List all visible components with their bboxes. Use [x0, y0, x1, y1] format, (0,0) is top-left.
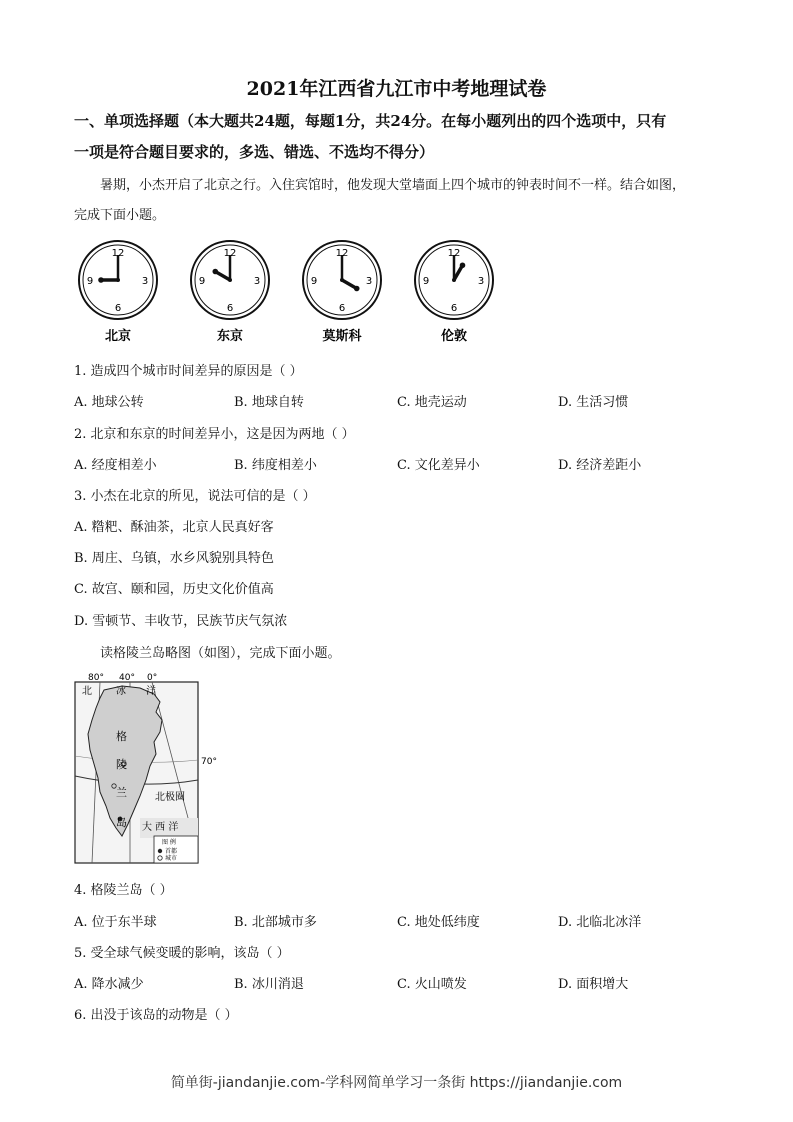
question-6-stem: 6. 出没于该岛的动物是（ ） — [74, 1008, 238, 1023]
question-5-stem: 5. 受全球气候变暖的影响，该岛（ ） — [74, 946, 290, 961]
island-name-char3: 兰 — [116, 786, 127, 799]
clock-numeral: 12 — [111, 248, 125, 259]
island-name-char1: 格 — [116, 730, 127, 743]
question-2-stem: 2. 北京和东京的时间差异小，这是因为两地（ ） — [74, 427, 355, 442]
question-2-option-a: A. 经度相差小 — [74, 458, 157, 473]
question-1-option-c: C. 地壳运动 — [397, 395, 467, 410]
question-3-option-b: B. 周庄、乌镇，水乡风貌别具特色 — [74, 551, 274, 566]
clock-numeral: 6 — [226, 303, 234, 314]
clock-numeral: 9 — [198, 276, 206, 287]
lon-label-40: 40° — [119, 673, 135, 683]
question-1-option-d: D. 生活习惯 — [558, 395, 629, 410]
clock-numeral: 3 — [141, 276, 149, 287]
clock-hub — [340, 278, 344, 282]
legend-capital-label: 首都 — [165, 848, 178, 855]
clock-3 — [303, 241, 381, 344]
clock-city-label: 北京 — [104, 329, 132, 344]
legend-city-label: 城市 — [165, 855, 178, 862]
question-3-option-a: A. 糌粑、酥油茶，北京人民真好客 — [74, 520, 274, 535]
question-2-option-b: B. 纬度相差小 — [234, 458, 317, 473]
page-title: 2021年江西省九江市中考地理试卷 — [246, 78, 547, 100]
clock-numeral: 3 — [365, 276, 373, 287]
question-2-option-d: D. 经济差距小 — [558, 458, 642, 473]
atlantic-label: 大 西 洋 — [142, 822, 179, 833]
question-1-stem: 1. 造成四个城市时间差异的原因是（ ） — [74, 364, 303, 379]
question-3-stem: 3. 小杰在北京的所见，说法可信的是（ ） — [74, 489, 316, 504]
clock-hub — [452, 278, 456, 282]
legend-capital-symbol — [158, 849, 162, 853]
clock-numeral: 9 — [86, 276, 94, 287]
clocks-figure — [70, 232, 510, 350]
intro2-paragraph: 读格陵兰岛略图（如图），完成下面小题。 — [100, 646, 341, 661]
clock-hub — [228, 278, 232, 282]
lat-label-70: 70° — [201, 757, 217, 767]
clock-hour-hand-tip — [354, 286, 360, 292]
section-heading-line2: 一项是符合题目要求的，多选、错选、不选均不得分） — [74, 143, 435, 161]
question-4-option-a: A. 位于东半球 — [74, 915, 157, 930]
question-3-option-c: C. 故宫、颐和园，历史文化价值高 — [74, 582, 274, 597]
question-1-option-a: A. 地球公转 — [74, 395, 144, 410]
greenland-map — [70, 668, 230, 868]
clock-4 — [415, 241, 493, 344]
clock-hour-hand-tip — [460, 262, 466, 268]
clock-numeral: 3 — [477, 276, 485, 287]
legend-title: 图 例 — [162, 839, 176, 846]
clock-2 — [191, 241, 269, 344]
clock-numeral: 6 — [114, 303, 122, 314]
island-name-char2: 陵 — [116, 758, 127, 771]
question-5-option-c: C. 火山喷发 — [397, 977, 467, 992]
clock-numeral: 12 — [335, 248, 349, 259]
question-2-option-c: C. 文化差异小 — [397, 458, 480, 473]
ocean-north-char3: 洋 — [146, 686, 156, 697]
clock-numeral: 12 — [223, 248, 237, 259]
intro-paragraph-line2: 完成下面小题。 — [74, 208, 166, 223]
question-1-option-b: B. 地球自转 — [234, 395, 304, 410]
clock-numeral: 6 — [450, 303, 458, 314]
clock-numeral: 9 — [310, 276, 318, 287]
clock-hour-hand-tip — [98, 277, 104, 283]
clock-numeral: 6 — [338, 303, 346, 314]
arctic-circle-label: 北极圈 — [155, 792, 185, 803]
lon-label-80: 80° — [88, 673, 104, 683]
ocean-north-char1: 北 — [82, 686, 92, 697]
clock-1 — [79, 241, 157, 344]
clock-hub — [116, 278, 120, 282]
clock-hour-hand-tip — [212, 269, 218, 275]
island-name-char4: 岛 — [116, 816, 127, 829]
question-4-option-b: B. 北部城市多 — [234, 915, 317, 930]
intro-paragraph-line1: 暑期，小杰开启了北京之行。入住宾馆时，他发现大堂墙面上四个城市的钟表时间不一样。结合如图， — [100, 178, 686, 193]
footer-watermark: 简单街-jiandanjie.com-学科网简单学习一条街 https://jiandanjie.com — [170, 1075, 623, 1091]
question-4-stem: 4. 格陵兰岛（ ） — [74, 883, 173, 898]
section-heading-line1: 一、单项选择题（本大题共24题，每题1分，共24分。在每小题列出的四个选项中，只有 — [74, 112, 667, 130]
question-3-option-d: D. 雪顿节、丰收节，民族节庆气氛浓 — [74, 614, 288, 629]
question-5-option-b: B. 冰川消退 — [234, 977, 304, 992]
clock-city-label: 伦敦 — [440, 329, 468, 344]
clock-numeral: 12 — [447, 248, 461, 259]
question-4-option-c: C. 地处低纬度 — [397, 915, 480, 930]
clock-numeral: 9 — [422, 276, 430, 287]
clock-city-label: 东京 — [216, 329, 244, 344]
question-4-option-d: D. 北临北冰洋 — [558, 915, 642, 930]
question-5-option-d: D. 面积增大 — [558, 977, 629, 992]
clock-city-label: 莫斯科 — [322, 329, 362, 344]
question-5-option-a: A. 降水减少 — [74, 977, 144, 992]
clock-numeral: 3 — [253, 276, 261, 287]
ocean-north-char2: 冰 — [116, 686, 126, 697]
lon-label-0: 0° — [147, 673, 158, 683]
